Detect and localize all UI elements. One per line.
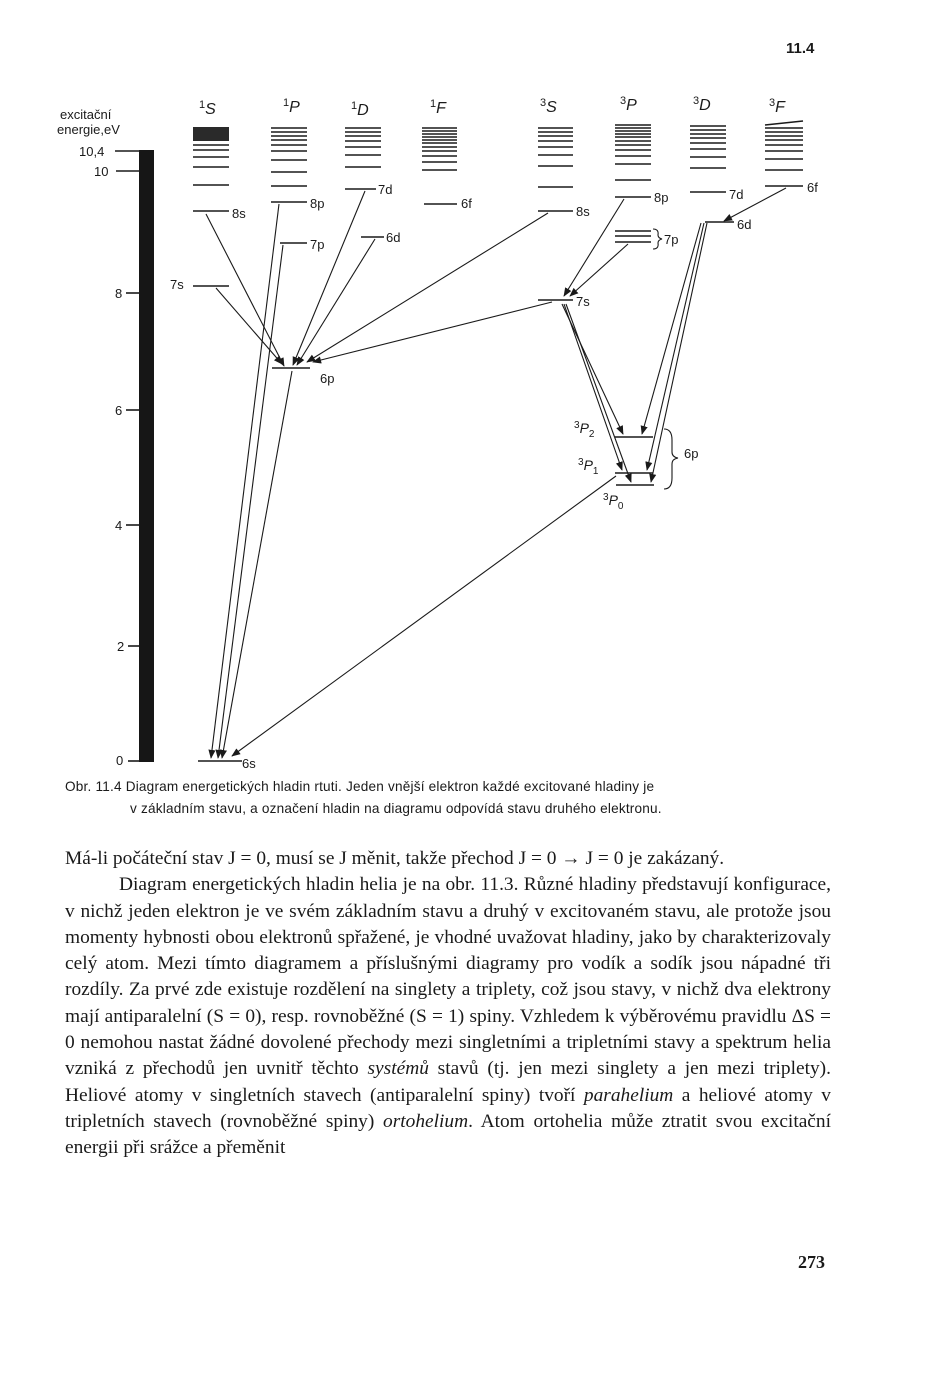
axis-tick-label: 10 <box>94 164 109 179</box>
level-cluster-3F <box>765 121 803 170</box>
axis-label: energie,eV <box>57 122 120 137</box>
term-header-3P: $^3$P <box>620 95 637 114</box>
transition-3P8p-3S7s <box>564 199 624 296</box>
transition-1P8p-6s <box>211 204 279 758</box>
transition-3S7s-1P6p <box>313 302 552 362</box>
term-header-1S: $^1$S <box>199 99 216 118</box>
term-header-1P: $^1$P <box>283 97 300 116</box>
energy-axis-bar <box>139 150 154 762</box>
transition-3S8s-1P6p <box>307 213 548 362</box>
transitions <box>206 188 786 758</box>
level-label: 8s <box>576 204 590 219</box>
body-text <box>65 846 831 1162</box>
level-cluster-1S <box>193 127 229 185</box>
paragraph: Má-li počáteční stav J = 0, musí se J měnit, takže přechod J = 0 → J = 0 je zakázaný. <box>65 848 725 869</box>
level-label: 7s <box>170 277 184 292</box>
emphasis: ortohelium <box>383 1110 469 1132</box>
energy-axis <box>57 107 154 768</box>
level-label-3P2: $^3P_2$ <box>574 420 595 440</box>
axis-tick-label: 10,4 <box>79 144 105 159</box>
energy-levels <box>170 180 818 770</box>
brace-6p <box>664 429 678 489</box>
level-label: 8p <box>654 190 669 205</box>
level-cluster-3S <box>538 128 573 187</box>
transition-3S7s-3P0 <box>566 304 631 482</box>
level-label: 6d <box>737 217 752 232</box>
level-label: 7p <box>310 237 325 252</box>
level-label: 6d <box>386 230 401 245</box>
transition-3S7s-3P1 <box>564 304 622 470</box>
transition-3D6d-3P2 <box>642 223 701 434</box>
axis-tick-label: 8 <box>115 286 123 301</box>
term-header-3D: $^3$D <box>693 95 711 114</box>
caption-line: Obr. 11.4 Diagram energetických hladin rtuti. Jeden vnější elektron každé excitované hladiny je <box>65 779 655 794</box>
level-label: 6p <box>320 371 335 386</box>
level-label: 6p <box>684 446 699 461</box>
emphasis: parahelium <box>583 1084 674 1106</box>
caption-line: v základním stavu, a označení hladin na diagramu odpovídá stavu druhého elektronu. <box>130 801 662 816</box>
term-header-3S: $^3$S <box>540 97 557 116</box>
transition-1P6p-6s <box>222 371 292 758</box>
brace-7p <box>653 229 662 249</box>
triplet-6p-labels <box>574 420 624 512</box>
level-cluster-3D <box>690 126 726 168</box>
paragraph: Diagram energetických hladin helia je na obr. 11.3. Různé hladiny představují konfigurace, v nichž jeden elektron je ve svém základním stavu a druhý v excitovaném stavu, ale protože jsou momenty hybnosti obou elektronů spřažené, je vhodné uvažovat hladiny, jako by charakterizovaly celý atom. Mezi tímto diagramem a příslušnými diagramy pro vodík a sodík jsou nápadné tři rozdíly. Za prvé zde existuje rozdělení na singlety a triplety, což jsou stavy, v nichž dva elektrony mají antiparalelní (S = 0), resp. rovnoběžné (S = 1) spiny. Vzhledem k výběrovému pravidlu ΔS = 0 nemohou nastat žádné dovolené přechody mezi singletními a tripletními stavy a spektrum helia vzniká z přechodů jen uvnitř těchto systémů stavů (tj. jen mezi singlety a jen mezi triplety). Heliové atomy v singletních stavech (antiparalelní spiny) tvoří parahelium a heliové atomy v tripletních stavech (rovnoběžné spiny) ortohelium. Atom ortohelia může ztratit svou excitační energii při srážce a přeměnit <box>65 874 831 1159</box>
emphasis: systémů <box>367 1058 429 1080</box>
figure-caption <box>65 776 833 820</box>
column-headers <box>199 95 786 119</box>
transition-3P7p-3S7s <box>570 244 628 296</box>
transition-1P7p-6s <box>218 245 283 758</box>
level-label: 7d <box>378 182 393 197</box>
level-label: 6s <box>242 756 256 770</box>
level-label: 8s <box>232 206 246 221</box>
level-label: 8p <box>310 196 325 211</box>
level-label: 7d <box>729 187 744 202</box>
transition-1D7d-1P6p <box>293 191 365 365</box>
transition-1D6d-1P6p <box>297 239 375 365</box>
level-label-3P0: $^3P_0$ <box>603 492 624 512</box>
page-number: 273 <box>798 1252 825 1272</box>
level-cluster-1P <box>271 128 307 186</box>
level-cluster-1D <box>345 128 381 167</box>
level-label: 6f <box>461 196 472 211</box>
term-header-3F: $^3$F <box>769 97 785 116</box>
axis-tick-label: 2 <box>117 639 125 654</box>
level-label-3P1: $^3P_1$ <box>578 457 599 477</box>
term-header-1D: $^1$D <box>351 100 369 119</box>
transition-1S7s-1P6p <box>216 288 282 364</box>
term-header-1F: $^1$F <box>430 98 446 117</box>
axis-tick-label: 4 <box>115 518 123 533</box>
level-label: 7p <box>664 232 679 247</box>
level-cluster-1F <box>422 128 457 170</box>
section-number: 11.4 <box>786 40 815 57</box>
axis-label: excitační <box>60 107 112 122</box>
transition-3D7d-3P1 <box>651 223 707 482</box>
transition-3P1-6s <box>232 476 616 756</box>
axis-tick-label: 0 <box>116 753 124 768</box>
transition-3D6d-3P1 <box>647 223 704 470</box>
axis-tick-label: 6 <box>115 403 123 418</box>
level-label: 6f <box>807 180 818 195</box>
level-label: 7s <box>576 294 590 309</box>
level-cluster-3P <box>615 125 651 180</box>
